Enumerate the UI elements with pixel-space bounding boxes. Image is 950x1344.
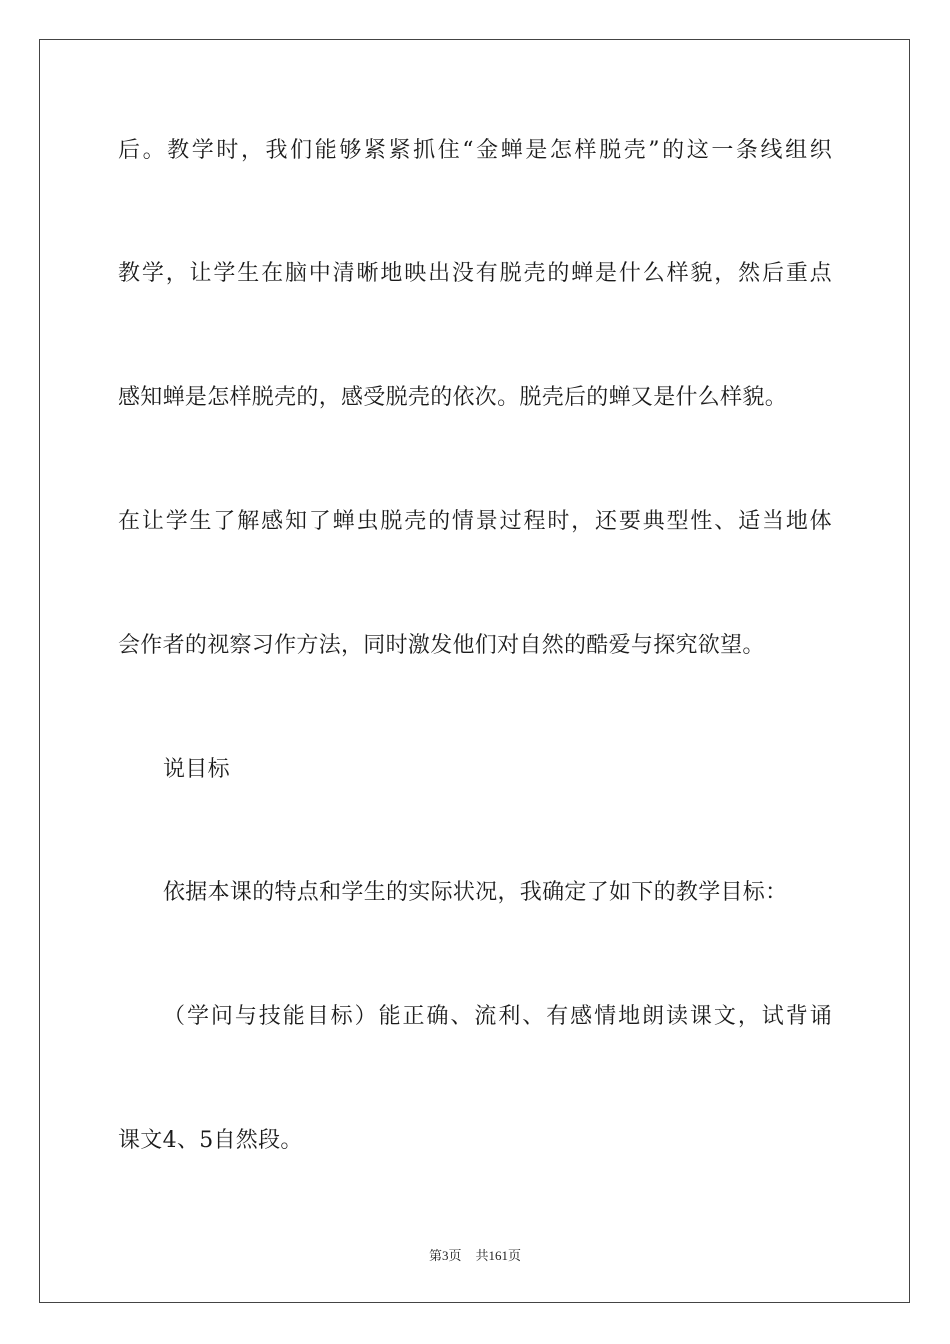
total-pages: 共161页 [475, 1248, 522, 1263]
paragraph-line: （学问与技能目标）能正确、流利、有感情地朗读课文，试背诵 [163, 1004, 832, 1029]
page-footer [0, 1247, 950, 1265]
paragraph-line: 后。教学时，我们能够紧紧抓住“金蝉是怎样脱壳”的这一条线组织 [118, 138, 832, 163]
paragraph-line: 依据本课的特点和学生的实际状况，我确定了如下的教学目标： [163, 880, 788, 905]
page-number: 第3页 [428, 1248, 462, 1263]
section-heading: 说目标 [163, 757, 230, 782]
paragraph-line: 感知蝉是怎样脱壳的，感受脱壳的依次。脱壳后的蝉又是什么样貌。 [118, 385, 788, 410]
page-frame [39, 39, 910, 1303]
paragraph-line: 教学，让学生在脑中清晰地映出没有脱壳的蝉是什么样貌，然后重点 [118, 261, 832, 286]
paragraph-line: 会作者的视察习作方法，同时激发他们对自然的酷爱与探究欲望。 [118, 633, 765, 658]
paragraph-line: 课文4、5自然段。 [118, 1128, 303, 1153]
paragraph-line: 在让学生了解感知了蝉虫脱壳的情景过程时，还要典型性、适当地体 [118, 509, 832, 534]
